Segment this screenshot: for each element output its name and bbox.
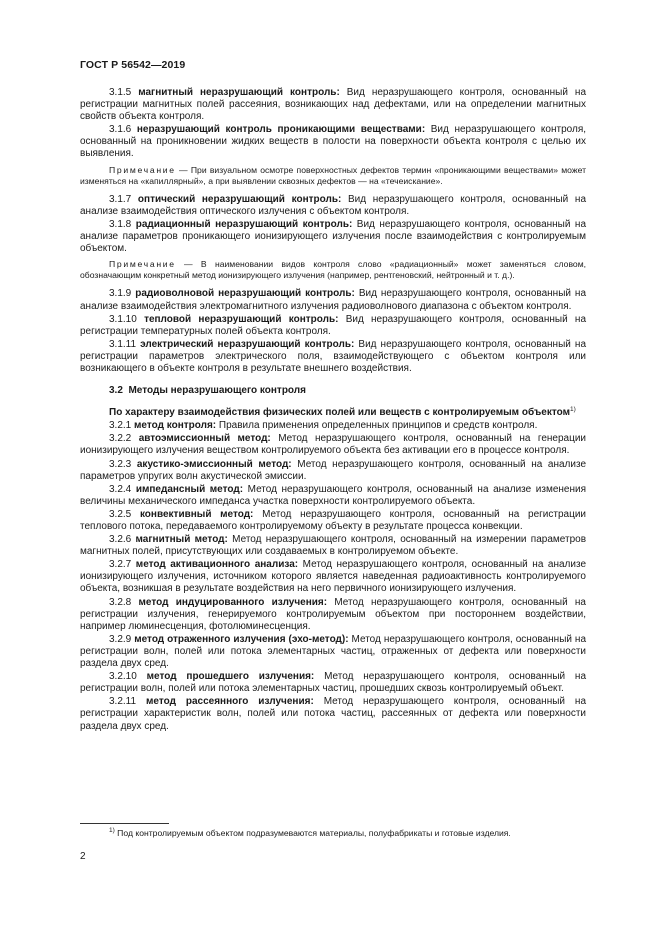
term-entry <box>80 597 586 633</box>
term-entry <box>80 339 586 375</box>
term-definition: Метод неразрушающего контроля, основанный на анализе ионизирующего излучения, источником которого является наведенная радиоактивность контролируемого объекта, возникшая в результате воздействия на него первичного ионизирующего излучения. <box>80 559 587 595</box>
term-title: радиоволновой неразрушающий контроль: <box>135 288 355 300</box>
term-number: 3.1.9 <box>109 288 132 300</box>
page-header: ГОСТ Р 56542—2019 <box>80 59 186 71</box>
term-definition: Метод неразрушающего контроля, основанный на анализе параметров упругих волн акустической эмиссии. <box>80 458 587 482</box>
term-entry <box>80 314 586 338</box>
term-number: 3.2.10 <box>109 671 137 683</box>
note-label: Примечание <box>109 259 176 270</box>
term-definition: Метод неразрушающего контроля, основанный на измерении параметров магнитных полей, присутствующих или создаваемых в контролируемом объекте. <box>80 534 587 558</box>
term-definition: Вид неразрушающего контроля, основанный на регистрации температурных полей объекта контроля. <box>80 313 587 337</box>
term-definition: Метод неразрушающего контроля, основанный на регистрации излучения, генерируемого контролируемым объектом при постороннем воздействии, например люминесценция, фотолюминесценция. <box>80 596 586 632</box>
term-number: 3.1.10 <box>109 313 137 325</box>
term-entry <box>80 124 586 160</box>
term-number: 3.2.5 <box>109 508 132 520</box>
term-entry <box>80 484 586 508</box>
term-definition: Вид неразрушающего контроля, основанный на анализе взаимодействия оптического излучения с объектом контроля. <box>80 193 587 217</box>
term-number: 3.2.9 <box>109 633 132 645</box>
term-number: 3.2.6 <box>109 534 132 546</box>
term-number: 3.2.1 <box>109 420 132 432</box>
term-entry <box>80 194 586 218</box>
section-number: 3.2 <box>109 385 123 397</box>
term-title: оптический неразрушающий контроль: <box>137 193 342 205</box>
term-number: 3.1.6 <box>109 124 132 136</box>
term-definition: Вид неразрушающего контроля, основанный на анализе взаимодействия электромагнитного излучения радиоволнового диапазона с объектом контроля. <box>80 288 587 312</box>
term-title: радиационный неразрушающий контроль: <box>135 218 353 230</box>
term-entry <box>80 219 586 255</box>
term-title: неразрушающий контроль проникающими веществами: <box>136 124 426 136</box>
term-title: метод прошедшего излучения: <box>146 671 315 683</box>
term-title: импедансный метод: <box>135 483 244 495</box>
footnote <box>109 828 586 839</box>
terms-group-a <box>80 87 586 161</box>
term-definition: Метод неразрушающего контроля, основанный на регистрации волн, полей или потока элементарных частиц, отраженных от дефекта или поверхности раздела двух сред. <box>80 633 587 670</box>
term-definition: Вид неразрушающего контроля, основанный на проникновении жидких веществ в полости на поверхности объекта контроля с целью их выявления. <box>80 124 587 160</box>
term-definition: Вид неразрушающего контроля, основанный на анализе параметров проникающего ионизирующего излучения после взаимодействия с контролируемым объектом. <box>80 218 586 255</box>
terms-group-d <box>80 420 586 732</box>
term-definition: Метод неразрушающего контроля, основанный на регистрации теплового потока, передаваемого контролируемому объекту в результате процесса конвекции. <box>80 508 586 532</box>
term-number: 3.2.7 <box>109 559 132 571</box>
term-number: 3.2.11 <box>109 696 137 708</box>
term-entry <box>80 696 586 732</box>
note-paragraph <box>80 165 586 187</box>
term-definition: Метод неразрушающего контроля, основанный на регистрации волн, полей или потока элементарных частиц, прошедших сквозь контролируемый объект. <box>80 671 587 695</box>
term-title: метод контроля: <box>134 420 217 432</box>
terms-group-b <box>80 194 586 255</box>
term-title: метод отраженного излучения (эхо-метод): <box>134 633 349 645</box>
term-title: метод индуцированного излучения: <box>138 596 328 608</box>
footnote-reference[interactable]: 1) <box>570 406 576 414</box>
term-title: автоэмиссионный метод: <box>138 433 271 445</box>
term-number: 3.1.5 <box>109 87 132 98</box>
term-entry <box>80 559 586 595</box>
intro-text: По характеру взаимодействия физических полей или веществ с контролируемым объектом <box>109 407 571 419</box>
footnote-divider <box>80 823 169 824</box>
note-label: Примечание <box>109 164 176 175</box>
document-body <box>80 87 586 734</box>
term-entry <box>80 420 586 432</box>
term-entry <box>80 433 586 457</box>
section-title: Методы неразрушающего контроля <box>128 385 306 397</box>
term-definition: Метод неразрушающего контроля, основанный на анализе изменения величины механического импеданса участка поверхности контролируемого объекта. <box>80 483 586 507</box>
term-title: конвективный метод: <box>139 508 254 520</box>
term-entry <box>80 634 586 670</box>
term-title: метод рассеянного излучения: <box>146 696 314 708</box>
term-number: 3.1.8 <box>109 218 132 230</box>
term-definition: Вид неразрушающего контроля, основанный на регистрации параметров электрического поля, взаимодействующего с объектом контроля или возникающего в объекте контроля в результате внешнего воздействия. <box>80 338 586 374</box>
term-definition: Правила применения определенных принципов и средств контроля. <box>218 420 538 432</box>
term-definition: Вид неразрушающего контроля, основанный на регистрации магнитных полей рассеяния, возникающих над дефектами, или на определении магнитных свойств объекта контроля. <box>80 87 587 123</box>
term-number: 3.2.8 <box>109 596 132 608</box>
term-title: электрический неразрушающий контроль: <box>140 338 355 350</box>
note-text: — При визуальном осмотре поверхностных дефектов термин «проникающими веществами» может изменяться на «капиллярный», а при выявлении сквозных дефектов — на «течеискание». <box>80 164 587 186</box>
term-entry <box>80 87 586 123</box>
term-entry <box>80 459 586 483</box>
footnote-marker: 1) <box>109 827 115 834</box>
term-number: 3.1.7 <box>109 193 132 205</box>
note-paragraph <box>80 259 586 281</box>
term-entry <box>80 288 586 312</box>
terms-group-c <box>80 288 586 375</box>
term-number: 3.2.3 <box>109 458 132 470</box>
term-definition: Метод неразрушающего контроля, основанный на генерации ионизирующего излучения веществом контролируемого объекта без активации его в процессе контроля. <box>80 433 587 457</box>
term-title: магнитный неразрушающий контроль: <box>138 87 340 98</box>
term-entry <box>80 671 586 695</box>
section-heading <box>80 385 586 397</box>
term-number: 3.2.2 <box>109 433 132 445</box>
page-number: 2 <box>80 851 86 862</box>
term-title: метод активационного анализа: <box>135 559 299 571</box>
footnote-text: Под контролируемым объектом подразумеваются материалы, полуфабрикаты и готовые изделия. <box>117 828 511 838</box>
term-title: акустико-эмиссионный метод: <box>136 458 292 470</box>
note-text: — В наименовании видов контроля слово «радиационный» может заменяться словом, обозначающим конкретный метод ионизирующего излучения (например, рентгеновский, нейтронный и т. д.). <box>80 259 586 281</box>
term-title: тепловой неразрушающий контроль: <box>144 313 339 325</box>
term-entry <box>80 534 586 558</box>
term-title: магнитный метод: <box>135 534 228 546</box>
term-number: 3.2.4 <box>109 483 132 495</box>
section-intro <box>80 407 586 419</box>
term-entry <box>80 509 586 533</box>
term-number: 3.1.11 <box>109 338 137 350</box>
term-definition: Метод неразрушающего контроля, основанный на регистрации характеристик волн, полей или потока частиц, рассеянных от дефекта или поверхности раздела двух сред. <box>80 696 587 732</box>
